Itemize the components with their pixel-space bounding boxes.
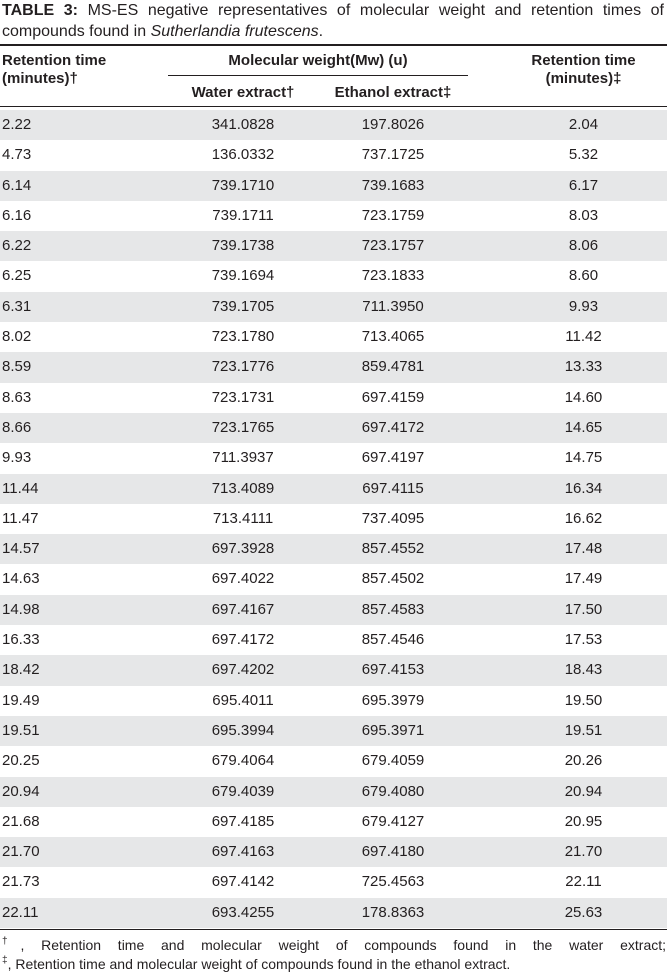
ethanol-extract-cell: 857.4546	[361, 631, 425, 649]
table-row	[0, 171, 667, 201]
retention-time-ethanol-cell: 17.50	[564, 600, 603, 618]
ethanol-extract-cell: 723.1833	[361, 267, 425, 285]
water-extract-cell: 697.4185	[211, 812, 275, 830]
ethanol-extract-cell: 697.4153	[361, 661, 425, 679]
retention-time-water-cell: 8.66	[2, 418, 32, 436]
header-molecular-weight: Molecular weight(Mw) (u)	[228, 52, 408, 69]
ethanol-extract-cell: 679.4127	[361, 812, 425, 830]
water-extract-cell: 739.1711	[212, 206, 274, 224]
table-row	[0, 867, 667, 897]
table-row	[0, 686, 667, 716]
table-row	[0, 443, 667, 473]
ethanol-extract-cell: 859.4781	[361, 358, 425, 376]
retention-time-water-cell: 8.59	[2, 358, 32, 376]
table-caption	[2, 0, 664, 42]
retention-time-ethanol-cell: 17.49	[564, 570, 603, 588]
header-retention-time-ethanol	[500, 52, 667, 88]
table-row	[0, 504, 667, 534]
retention-time-ethanol-cell: 8.60	[568, 267, 599, 285]
ethanol-extract-cell: 695.3979	[361, 691, 425, 709]
retention-time-ethanol-cell: 14.65	[564, 418, 603, 436]
ethanol-extract-cell: 737.1725	[361, 146, 425, 164]
water-extract-cell: 713.4089	[211, 479, 275, 497]
header-water-extract: Water extract†	[191, 84, 295, 101]
header-retention-time-water	[2, 52, 152, 88]
table-row	[0, 807, 667, 837]
water-extract-cell: 695.3994	[211, 721, 275, 739]
ethanol-extract-cell: 679.4080	[361, 782, 425, 800]
retention-time-ethanol-cell: 20.94	[564, 782, 603, 800]
caption-label: TABLE 3:	[2, 2, 78, 19]
retention-time-water-cell: 2.22	[2, 116, 32, 133]
retention-time-water-cell: 21.70	[2, 843, 40, 861]
table-row	[0, 837, 667, 867]
ethanol-extract-cell: 178.8363	[361, 903, 425, 921]
retention-time-water-cell: 14.98	[2, 600, 40, 618]
water-extract-cell: 723.1765	[211, 418, 275, 436]
retention-time-water-cell: 9.93	[2, 449, 32, 467]
retention-time-ethanol-cell: 13.33	[564, 358, 603, 376]
table-row	[0, 746, 667, 776]
ethanol-extract-cell: 697.4180	[361, 843, 425, 861]
water-extract-cell: 697.4022	[211, 570, 275, 588]
ethanol-extract-cell: 857.4583	[361, 600, 425, 618]
retention-time-water-cell: 11.44	[2, 479, 39, 497]
retention-time-ethanol-cell: 5.32	[568, 146, 599, 164]
retention-time-water-cell: 21.68	[2, 812, 40, 830]
table-body	[0, 110, 667, 928]
retention-time-ethanol-cell: 25.63	[564, 903, 603, 921]
water-extract-cell: 697.4172	[211, 631, 275, 649]
retention-time-water-cell: 11.47	[2, 509, 39, 527]
table-row	[0, 261, 667, 291]
caption-end: .	[318, 23, 324, 40]
retention-time-water-cell: 6.25	[2, 267, 32, 285]
water-extract-cell: 739.1710	[211, 176, 275, 194]
ethanol-extract-cell: 739.1683	[361, 176, 425, 194]
water-extract-cell: 341.0828	[211, 116, 275, 133]
footnote-ddagger-mark: ‡	[2, 955, 8, 966]
retention-time-ethanol-cell: 17.48	[564, 540, 603, 558]
table-row	[0, 110, 667, 140]
footnote-ethanol-text: , Retention time and molecular weight of compounds found in the ethanol extract.	[7, 956, 511, 972]
retention-time-water-cell: 8.63	[2, 388, 32, 406]
retention-time-ethanol-cell: 22.11	[565, 873, 602, 891]
water-extract-cell: 739.1705	[211, 297, 275, 315]
water-extract-cell: 697.4163	[211, 843, 275, 861]
water-extract-cell: 723.1780	[211, 328, 275, 346]
table-row	[0, 534, 667, 564]
table-row	[0, 898, 667, 928]
water-extract-cell: 136.0332	[211, 146, 275, 164]
retention-time-water-cell: 8.02	[2, 328, 32, 346]
water-extract-cell: 723.1776	[211, 358, 275, 376]
footnote-water	[2, 937, 666, 954]
table-row	[0, 413, 667, 443]
water-extract-cell: 697.4142	[211, 873, 275, 891]
retention-time-water-cell: 14.63	[2, 570, 40, 588]
table-row	[0, 322, 667, 352]
water-extract-cell: 713.4111	[212, 509, 274, 527]
ethanol-extract-cell: 697.4172	[361, 418, 425, 436]
retention-time-ethanol-cell: 17.53	[564, 631, 603, 649]
header-retention-time-ethanol-text: Retention time (minutes)‡	[531, 52, 636, 87]
ethanol-extract-cell: 697.4159	[361, 388, 425, 406]
retention-time-ethanol-cell: 8.06	[568, 237, 599, 255]
water-extract-cell: 697.4202	[211, 661, 275, 679]
table-row	[0, 231, 667, 261]
table-row	[0, 292, 667, 322]
water-extract-cell: 697.3928	[211, 540, 275, 558]
retention-time-ethanol-cell: 20.95	[564, 812, 603, 830]
water-extract-cell: 711.3937	[212, 449, 274, 467]
retention-time-ethanol-cell: 19.51	[564, 721, 603, 739]
table-row	[0, 595, 667, 625]
top-rule	[0, 44, 667, 46]
table-row	[0, 716, 667, 746]
water-extract-cell: 697.4167	[211, 600, 275, 618]
header-ethanol-extract: Ethanol extract‡	[334, 84, 452, 101]
retention-time-water-cell: 6.22	[2, 237, 32, 255]
retention-time-water-cell: 22.11	[2, 903, 39, 921]
ethanol-extract-cell: 723.1759	[361, 206, 425, 224]
ethanol-extract-cell: 713.4065	[361, 328, 425, 346]
retention-time-ethanol-cell: 16.62	[564, 509, 603, 527]
retention-time-ethanol-cell: 14.75	[564, 449, 603, 467]
table-row	[0, 777, 667, 807]
header-retention-time-water-text: Retention time (minutes)†	[2, 52, 107, 87]
retention-time-water-cell: 19.51	[2, 721, 40, 739]
retention-time-water-cell: 6.16	[2, 206, 32, 224]
retention-time-ethanol-cell: 11.42	[565, 328, 602, 346]
ethanol-extract-cell: 679.4059	[361, 752, 425, 770]
retention-time-water-cell: 6.31	[2, 297, 32, 315]
retention-time-ethanol-cell: 19.50	[564, 691, 603, 709]
retention-time-water-cell: 18.42	[2, 661, 40, 679]
retention-time-water-cell: 21.73	[2, 873, 40, 891]
table-row	[0, 201, 667, 231]
retention-time-ethanol-cell: 16.34	[564, 479, 603, 497]
retention-time-water-cell: 14.57	[2, 540, 40, 558]
water-extract-cell: 679.4064	[211, 752, 275, 770]
ethanol-extract-cell: 697.4197	[361, 449, 425, 467]
table-row	[0, 655, 667, 685]
retention-time-ethanol-cell: 14.60	[564, 388, 603, 406]
table-row	[0, 140, 667, 170]
retention-time-ethanol-cell: 2.04	[568, 116, 599, 133]
footnote-dagger-mark: †	[2, 936, 21, 947]
water-extract-cell: 723.1731	[211, 388, 275, 406]
retention-time-water-cell: 19.49	[2, 691, 40, 709]
table-row	[0, 625, 667, 655]
ethanol-extract-cell: 737.4095	[361, 509, 425, 527]
water-extract-cell: 679.4039	[211, 782, 275, 800]
caption-text: MS-ES negative representatives of molecular weight and retention times of compounds found in	[2, 2, 665, 40]
ethanol-extract-cell: 857.4502	[361, 570, 425, 588]
ethanol-extract-cell: 695.3971	[361, 721, 425, 739]
retention-time-ethanol-cell: 6.17	[568, 176, 599, 194]
retention-time-water-cell: 16.33	[2, 631, 40, 649]
retention-time-ethanol-cell: 20.26	[564, 752, 603, 770]
ethanol-extract-cell: 197.8026	[361, 116, 425, 133]
retention-time-ethanol-cell: 21.70	[564, 843, 603, 861]
water-extract-cell: 695.4011	[212, 691, 274, 709]
retention-time-ethanol-cell: 18.43	[564, 661, 603, 679]
table-row	[0, 352, 667, 382]
retention-time-water-cell: 4.73	[2, 146, 32, 164]
water-extract-cell: 739.1738	[211, 237, 275, 255]
ethanol-extract-cell: 723.1757	[361, 237, 425, 255]
retention-time-ethanol-cell: 9.93	[568, 297, 599, 315]
retention-time-water-cell: 20.25	[2, 752, 40, 770]
bottom-rule	[0, 929, 667, 930]
ethanol-extract-cell: 697.4115	[362, 479, 424, 497]
header-group-rule	[168, 75, 468, 76]
table-row	[0, 564, 667, 594]
header-rule	[0, 106, 667, 107]
caption-species: Sutherlandia frutescens	[150, 23, 319, 40]
table-row	[0, 383, 667, 413]
ethanol-extract-cell: 725.4563	[361, 873, 425, 891]
ethanol-extract-cell: 711.3950	[362, 297, 424, 315]
retention-time-ethanol-cell: 8.03	[568, 206, 599, 224]
retention-time-water-cell: 20.94	[2, 782, 40, 800]
retention-time-water-cell: 6.14	[2, 176, 32, 194]
ethanol-extract-cell: 857.4552	[361, 540, 425, 558]
footnote-water-text: , Retention time and molecular weight of compounds found in the water extract;	[20, 937, 667, 953]
water-extract-cell: 693.4255	[211, 903, 275, 921]
table-row	[0, 474, 667, 504]
footnote-ethanol	[2, 956, 666, 973]
water-extract-cell: 739.1694	[211, 267, 275, 285]
